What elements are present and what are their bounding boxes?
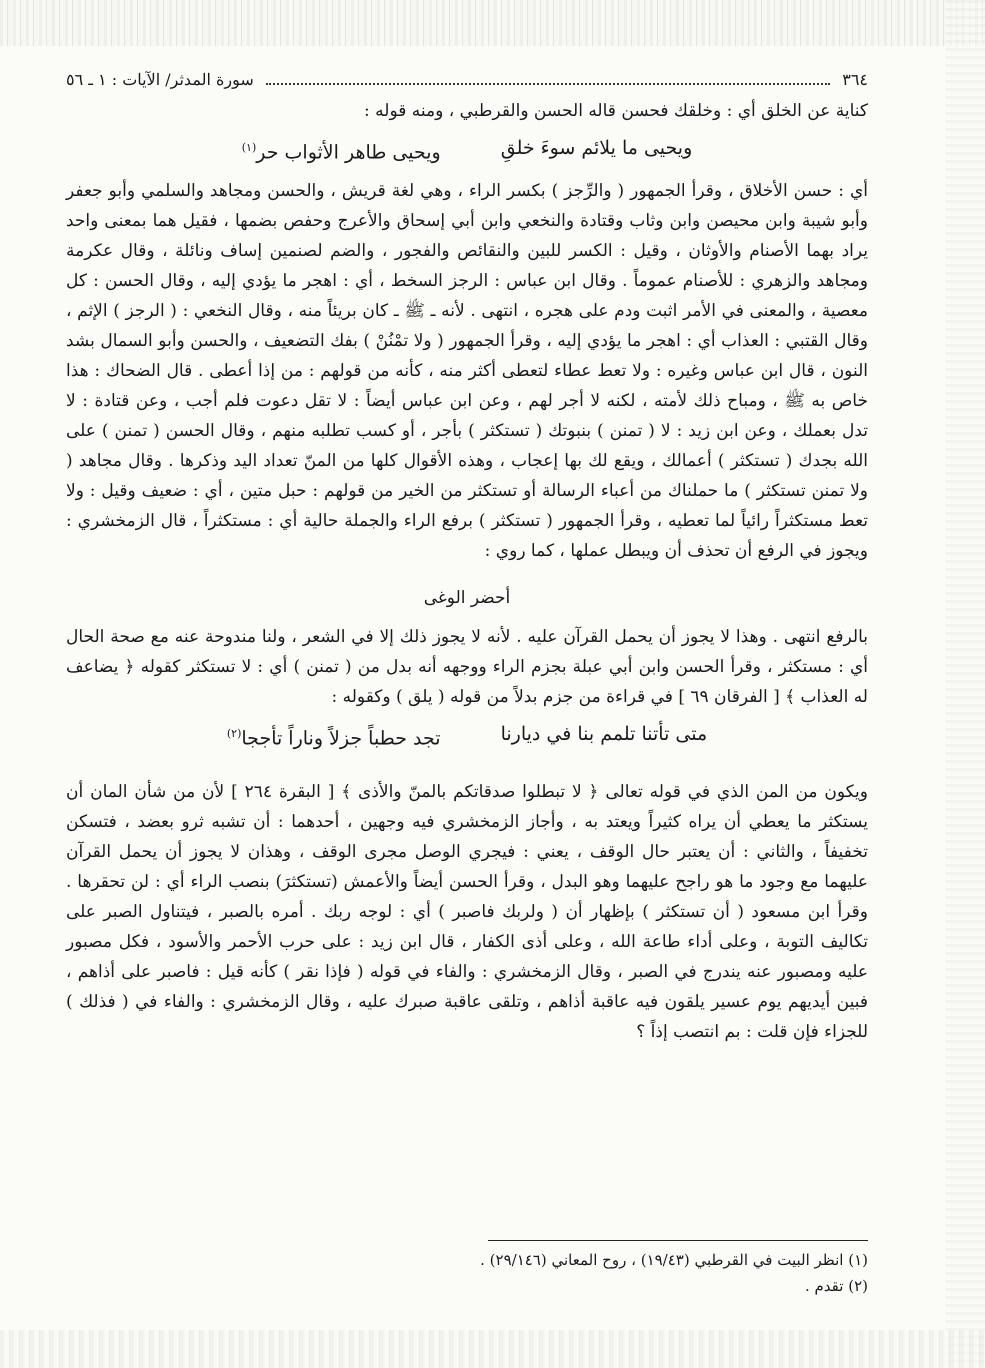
scan-edge-top	[0, 0, 985, 46]
scan-edge-right	[945, 0, 985, 1368]
verse-2-second-hemistich	[227, 716, 441, 756]
paragraph-3: بالرفع انتهى . وهذا لا يجوز أن يحمل القرآن عليه . لأنه لا يجوز ذلك إلا في الشعر ، ولنا مندوحة عنه مع صحة الحال أي : مستكثر ، وقرأ الحسن وابن أبي عبلة بجزم الراء ووجهه أنه بدل من ( تمنن ) أي : لا تستكثر كقوله ﴿ يضاعف له العذاب ﴾ [ الفرقان ٦٩ ] في قراءة من جزم بدلاً من قوله ( يلق ) وكقوله :	[66, 627, 868, 708]
verse-2-second-text: تجد حطباً جزلاً وناراً تأججا	[241, 727, 441, 750]
poem-verse-1	[66, 130, 868, 170]
paragraph-1: كناية عن الخلق أي : وخلقك فحسن قاله الحسن والقرطبي ، ومنه قوله :	[364, 101, 868, 121]
paragraph-4: ويكون من المن الذي في قوله تعالى ﴿ لا تبطلوا صدقاتكم بالمنّ والأذى ﴾ [ البقرة ٢٦٤ ] لأن من شأن المان أن يستكثر ما يعطي أن يراه كثيراً ويعتد به ، وأجاز الزمخشري فيه وجهين ، أحدهما : أن تشبه ثرو بعضد ، فتسكن تخفيفاً ، والثاني : أن يعتبر حال الوقف ، يعني : فيجري الوصل مجرى الوقف ، وهذان لا يجوز أن يحمل القرآن عليهما مع وجود ما هو راجح عليهما وهو البدل ، وقرأ الحسن أيضاً والأعمش (تستكثرَ) بنصب الراء أي : لن تحقرها . وقرأ ابن مسعود ( أن تستكثر ) بإظهار أن ( ولربك فاصبر ) أي : لوجه ربك . أمره بالصبر ، فيتناول الصبر على تكاليف التوبة ، وعلى أداء طاعة الله ، وعلى أذى الكفار ، قال ابن زيد : على حرب الأحمر والأسود ، فكل مصبور عليه ومصبور عنه يندرج في الصبر ، وقال الزمخشري : والفاء في قوله ( فإذا نقر ) كأنه قيل : فاصبر على أذاهم ، فبين أيديهم يوم عسير يلقون فيه عاقبة أذاهم ، وتلقى عاقبة صبرك عليه ، وقال الزمخشري : والفاء في ( فذلك ) للجزاء فإن قلت : بم انتصب إذاً ؟	[66, 781, 868, 1042]
header-dotted-leader	[266, 71, 830, 85]
footnote-1: (١) انظر البيت في القرطبي (١٩/٤٣) ، روح المعاني (٢٩/١٤٦) .	[480, 1251, 868, 1269]
scan-edge-bottom	[0, 1330, 985, 1368]
page-header	[66, 68, 868, 96]
footnote-ref-2: (٢)	[226, 727, 242, 741]
poem-verse-2	[66, 716, 868, 756]
quoted-phrase-heading: أحضر الوغى	[423, 588, 511, 609]
verse-1-first-hemistich: ويحيى ما يلائم سوءَ خلقِ	[500, 137, 693, 159]
verse-1-second-hemistich	[242, 130, 441, 170]
verse-1-second-text: ويحيى طاهر الأثواب حر	[256, 141, 441, 164]
page-body	[66, 68, 868, 1047]
spacer	[66, 763, 868, 777]
paragraph-2: أي : حسن الأخلاق ، وقرأ الجمهور ( والرِّجز ) بكسر الراء ، وهي لغة قريش ، والحسن ومجاهد والسلمي وأبو جعفر وأبو شيبة وابن محيصن وابن وثاب وقتادة والنخعي وابن أبي إسحاق والأعرج وحفص بضمها ، فقيل هما بمعنى واحد يراد بهما الأصنام والأوثان ، وقيل : الكسر للبين والنقائص والفجور ، والضم لصنمين إساف ونائلة ، وقال عكرمة ومجاهد والزهري : للأصنام عموماً . وقال ابن عباس : الرجز السخط ، أي : اهجر ما يؤدي إليه ، وقال الحسن : كل معصية ، والمعنى في الأمر اثبت ودم على هجره ، انتهى . لأنه ـ ﷺ ـ كان بريئاً منه ، وقال النخعي : ( الرجز ) الإثم ، وقال القتبي : العذاب أي : اهجر ما يؤدي إليه ، وقرأ الجمهور ( ولا تمْنُنْ ) بفك التضعيف ، والحسن وأبو السمال بشد النون ، قال ابن عباس وغيره : ولا تعط عطاء لتعطى أكثر منه ، كأنه من قولهم : من إذا أعطى . قال الضحاك : هذا خاص به ﷺ ، ومباح ذلك لأمته ، لكنه لا أجر لهم ، وعن ابن عباس أيضاً : لا تقل دعوت فلم أجب ، وعن قتادة : لا تدل بعملك ، وعن ابن زيد : لا ( تمنن ) بنبوتك ( تستكثر ) بأجر ، أو كسب تطلبه منهم ، وقال الحسن ( تمنن ) على الله بجدك ( تستكثر ) أعمالك ، ويقع لك بها إعجاب ، وهذه الأقوال كلها من المنّ تعداد اليد وذكرها . وقال مجاهد ( ولا تمنن تستكثر ) ما حملناك من أعباء الرسالة أو تستكثر من الخير من قولهم : حبل متين ، أي : ضعيف وقيل : ولا تعط مستكثراً رائياً لما تعطيه ، وقرأ الجمهور ( تستكثر ) برفع الراء والجملة حالية أي : مستكثراً ، قال الزمخشري : ويجوز في الرفع أن تحذف أن ويبطل عملها ، كما روي :	[66, 181, 868, 562]
footnote-separator	[488, 1240, 868, 1241]
verse-2-first-hemistich: متى تأتنا تلمم بنا في ديارنا	[500, 723, 708, 746]
section-title: سورة المدثر/ الآيات : ١ ـ ٥٦	[66, 70, 254, 89]
footnotes	[66, 1240, 868, 1299]
footnote-2: (٢) تقدم .	[804, 1277, 868, 1295]
footnote-ref-1: (١)	[241, 141, 257, 154]
page-number: ٣٦٤	[842, 70, 868, 89]
